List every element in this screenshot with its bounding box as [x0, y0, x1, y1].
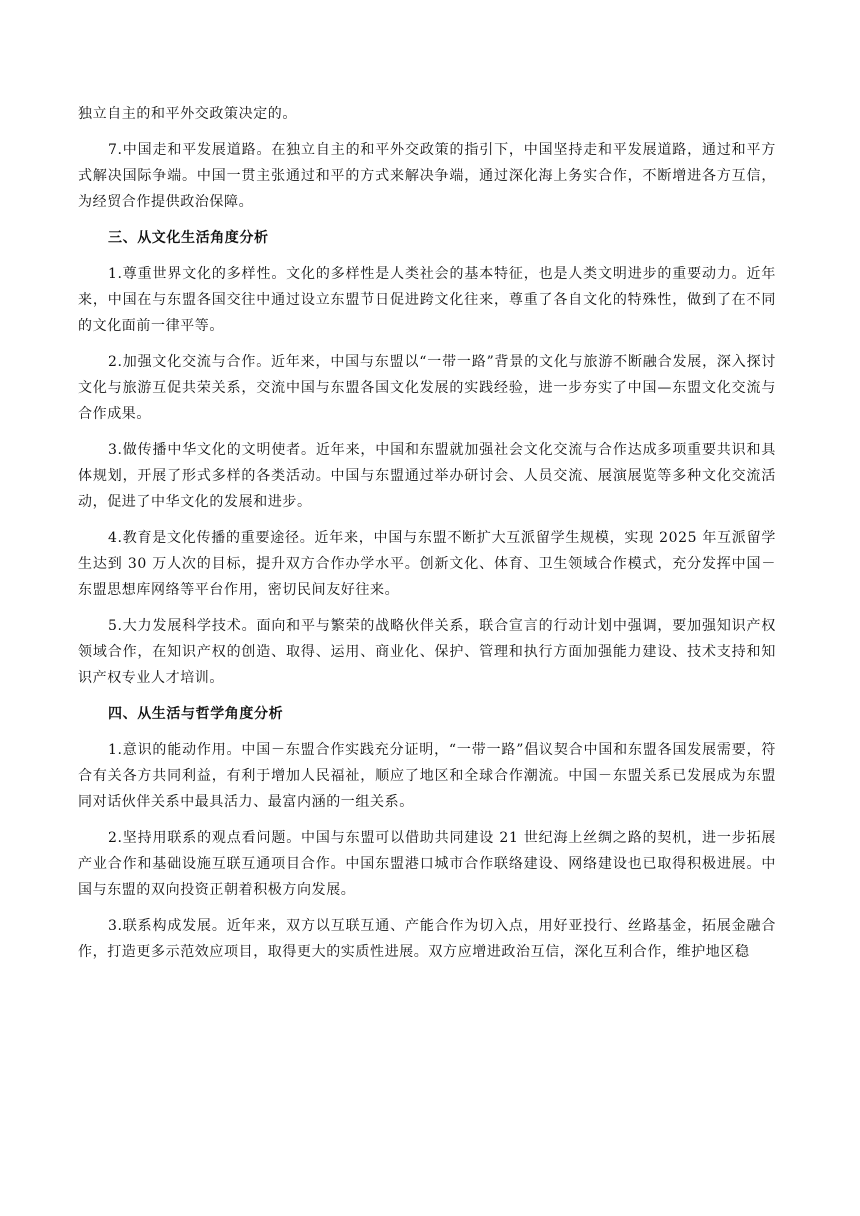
paragraph-cultural-diversity: 1.尊重世界文化的多样性。文化的多样性是人类社会的基本特征，也是人类文明进步的重要动力。近年来，中国在与东盟各国交往中通过设立东盟节日促进跨文化往来，尊重了各自文化的特殊性，做到了在不同的文化面前一律平等。: [78, 266, 776, 334]
paragraph-continuation: 独立自主的和平外交政策决定的。: [78, 106, 297, 122]
paragraph-connection-view: 2.坚持用联系的观点看问题。中国与东盟可以借助共同建设 21 世纪海上丝绸之路的契机，进一步拓展产业合作和基础设施互联互通项目合作。中国东盟港口城市合作联络建设、网络建设也已取得积极进展。中国与东盟的双向投资正朝着积极方向发展。: [78, 830, 776, 898]
paragraph-cultural-ambassador: 3.做传播中华文化的文明使者。近年来，中国和东盟就加强社会文化交流与合作达成多项重要共识和具体规划，开展了形式多样的各类活动。中国与东盟通过举办研讨会、人员交流、展演展览等多种文化交流活动，促进了中华文化的发展和进步。: [78, 442, 776, 510]
section-heading-culture: 三、从文化生活角度分析: [108, 230, 269, 246]
section-heading-philosophy: 四、从生活与哲学角度分析: [108, 706, 284, 722]
paragraph-peaceful-development: 7.中国走和平发展道路。在独立自主的和平外交政策的指引下，中国坚持走和平发展道路，通过和平方式解决国际争端。中国一贯主张通过和平的方式来解决争端，通过深化海上务实合作，不断增进各方互信，为经贸合作提供政治保障。: [78, 142, 776, 210]
paragraph-cultural-exchange: 2.加强文化交流与合作。近年来，中国与东盟以“一带一路”背景的文化与旅游不断融合发展，深入探讨文化与旅游互促共荣关系，交流中国与东盟各国文化发展的实践经验，进一步夯实了中国—东盟文化交流与合作成果。: [78, 354, 776, 422]
document-page: [78, 101, 776, 975]
paragraph-education: 4.教育是文化传播的重要途径。近年来，中国与东盟不断扩大互派留学生规模，实现 2025 年互派留学生达到 30 万人次的目标，提升双方合作办学水平。创新文化、体育、卫生领域合作模式，充分发挥中国－东盟思想库网络等平台作用，密切民间友好往来。: [78, 530, 776, 598]
paragraph-connection-development: 3.联系构成发展。近年来，双方以互联互通、产能合作为切入点，用好亚投行、丝路基金，拓展金融合作，打造更多示范效应项目，取得更大的实质性进展。双方应增进政治互信，深化互利合作，维护地区稳: [78, 918, 776, 960]
paragraph-consciousness: 1.意识的能动作用。中国－东盟合作实践充分证明，“一带一路”倡议契合中国和东盟各国发展需要，符合有关各方共同利益，有利于增加人民福祉，顺应了地区和全球合作潮流。中国－东盟关系已发展成为东盟同对话伙伴关系中最具活力、最富内涵的一组关系。: [78, 742, 776, 810]
paragraph-science-technology: 5.大力发展科学技术。面向和平与繁荣的战略伙伴关系，联合宣言的行动计划中强调，要加强知识产权领域合作，在知识产权的创造、取得、运用、商业化、保护、管理和执行方面加强能力建设、技术支持和知识产权专业人才培训。: [78, 618, 776, 686]
